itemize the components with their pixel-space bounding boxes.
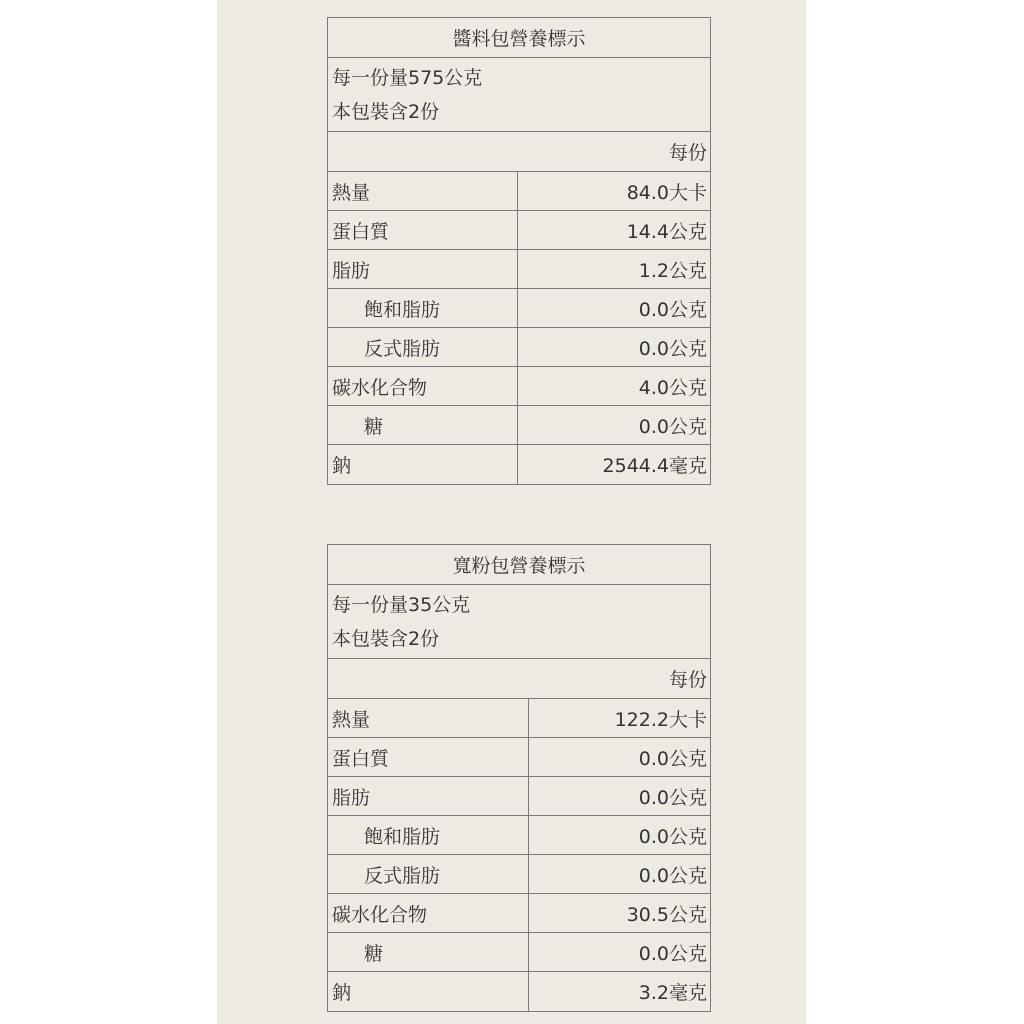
nutrient-row-protein: [328, 738, 710, 777]
nutrient-row-fat: [328, 777, 710, 816]
nutrient-name: 脂肪: [328, 777, 529, 815]
nutrient-value: 2544.4毫克: [602, 455, 707, 477]
nutrient-name: 飽和脂肪: [328, 289, 518, 327]
nutrient-name: 碳水化合物: [328, 894, 529, 932]
nutrient-value: 0.0公克: [638, 825, 707, 848]
nutrient-name: 飽和脂肪: [328, 816, 529, 854]
nutrient-row-saturated-fat: [328, 289, 710, 328]
nutrient-row-protein: [328, 211, 710, 250]
nutrient-value: 0.0公克: [638, 747, 707, 770]
serving-size: 每一份量575公克: [332, 66, 483, 89]
nutrient-name: 脂肪: [328, 250, 518, 288]
nutrient-value: 84.0大卡: [626, 181, 707, 204]
table-title-row: [328, 18, 710, 58]
nutrient-name: 碳水化合物: [328, 367, 518, 405]
nutrient-row-trans-fat: [328, 855, 710, 894]
nutrient-row-sodium: [328, 972, 710, 1011]
nutrient-name: 熱量: [328, 699, 529, 737]
nutrient-name: 熱量: [328, 172, 518, 210]
nutrient-value: 0.0公克: [638, 942, 707, 965]
nutrient-row-saturated-fat: [328, 816, 710, 855]
per-serving-label: 每份: [668, 142, 707, 164]
nutrient-row-sugar: [328, 933, 710, 972]
nutrient-value: 4.0公克: [638, 376, 707, 399]
nutrient-name: 鈉: [328, 445, 518, 484]
nutrient-row-carbohydrate: [328, 367, 710, 406]
serving-size: 每一份量35公克: [332, 593, 471, 616]
nutrient-name: 蛋白質: [328, 738, 529, 776]
nutrient-name: 糖: [328, 933, 529, 971]
nutrient-row-carbohydrate: [328, 894, 710, 933]
nutrient-value: 0.0公克: [638, 786, 707, 809]
servings-per-package: 本包裝含2份: [332, 100, 440, 123]
per-serving-header: [328, 659, 710, 699]
nutrient-name: 反式脂肪: [328, 855, 529, 893]
noodle-nutrition-table: [327, 544, 711, 1012]
table-title-row: [328, 545, 710, 585]
nutrient-row-calories: [328, 699, 710, 738]
nutrient-name: 糖: [328, 406, 518, 444]
nutrient-value: 30.5公克: [626, 903, 707, 926]
sauce-nutrition-table: [327, 17, 711, 485]
per-serving-label: 每份: [668, 669, 707, 691]
table-title: 寬粉包營養標示: [452, 555, 586, 577]
nutrient-row-calories: [328, 172, 710, 211]
serving-info: [328, 58, 710, 132]
nutrient-value: 3.2毫克: [638, 982, 707, 1004]
servings-per-package: 本包裝含2份: [332, 627, 440, 650]
nutrient-row-fat: [328, 250, 710, 289]
per-serving-header: [328, 132, 710, 172]
nutrient-value: 0.0公克: [638, 337, 707, 360]
nutrient-name: 反式脂肪: [328, 328, 518, 366]
nutrient-name: 鈉: [328, 972, 529, 1011]
nutrient-value: 0.0公克: [638, 415, 707, 438]
nutrient-row-trans-fat: [328, 328, 710, 367]
nutrient-value: 0.0公克: [638, 298, 707, 321]
table-title: 醬料包營養標示: [452, 28, 586, 50]
serving-info: [328, 585, 710, 659]
nutrient-value: 1.2公克: [638, 259, 707, 282]
nutrient-row-sodium: [328, 445, 710, 484]
nutrient-name: 蛋白質: [328, 211, 518, 249]
nutrient-value: 122.2大卡: [614, 708, 707, 731]
nutrient-row-sugar: [328, 406, 710, 445]
nutrient-value: 0.0公克: [638, 864, 707, 887]
nutrient-value: 14.4公克: [626, 220, 707, 243]
